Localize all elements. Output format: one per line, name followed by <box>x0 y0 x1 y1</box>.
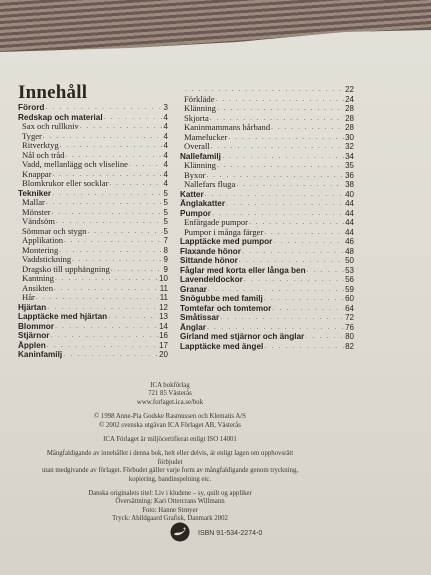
toc-entry-page: 8 <box>163 245 168 255</box>
toc-entry-title: Pumpor <box>180 208 211 218</box>
isbn: ISBN 91-534-2274-0 <box>198 530 263 537</box>
toc-entry-title: Overall <box>184 141 210 151</box>
toc-entry-page: 5 <box>163 207 168 217</box>
toc-leader-dots <box>249 218 344 228</box>
toc-entry-page: 34 <box>345 151 354 161</box>
toc-leader-dots <box>55 322 158 332</box>
toc-leader-dots <box>211 142 344 152</box>
toc-leader-dots <box>264 342 344 352</box>
rights-text: Mångfaldigande av innehållet i denna bok, helt eller delvis, är enligt lagen om upphovsrätt förbjudet <box>46 450 294 466</box>
toc-leader-dots <box>307 266 345 276</box>
toc-entry-title: Änglakatter <box>180 199 226 208</box>
toc-entry-page: 5 <box>163 188 168 198</box>
toc-entry-title: Tomtefar och tomtemor <box>180 303 272 313</box>
toc-entry-page: 36 <box>345 170 354 180</box>
toc-entry-page: 12 <box>159 302 168 312</box>
toc-leader-dots <box>272 304 344 314</box>
toc-leader-dots <box>36 293 159 303</box>
toc-entry-title: Tekniker <box>18 188 52 198</box>
toc-entry-page: 56 <box>345 275 354 284</box>
toc-entry-page: 60 <box>345 294 354 303</box>
toc-entry-title: Blommor <box>18 321 54 331</box>
toc-entry-title: Nål och tråd <box>22 149 65 160</box>
toc-entry-page: 44 <box>345 218 354 227</box>
toc-entry-page: 38 <box>345 180 354 189</box>
toc-entry-title: Änglar <box>180 322 206 332</box>
toc-entry <box>180 256 354 266</box>
toc-leader-dots <box>273 237 344 247</box>
toc-leader-dots <box>244 275 344 285</box>
translation-credit: Översättning: Kari Ottercrans Willmann <box>115 498 225 506</box>
toc-entry-title: Förkläde <box>184 93 215 104</box>
rights-text: kopiering, bandinspelning etc. <box>128 475 212 483</box>
toc-entry-page: 28 <box>345 123 354 132</box>
toc-entry-title: Vadd, mellanlägg och vliseline <box>22 159 128 169</box>
toc-leader-dots <box>220 313 344 323</box>
toc-leader-dots <box>207 323 344 333</box>
toc-leader-dots <box>63 350 158 360</box>
toc-entry-title: Enfärgade pumpor <box>184 217 249 227</box>
toc-entry-title: Lavendeldockor <box>180 275 243 284</box>
toc-entry-title: Dragsko till upphängning <box>22 263 110 274</box>
toc-entry-title: Mamelucker <box>184 131 228 142</box>
toc-entry-page: 11 <box>159 293 168 302</box>
toc-entry-title: Sömmar och stygn <box>22 225 87 236</box>
toc-entry-title: Kaninfamilj <box>18 350 63 359</box>
publisher-web: www.forlaget.ica.se/bok <box>136 398 204 406</box>
toc-leader-dots <box>87 227 162 237</box>
toc-entry-page: 44 <box>345 199 354 208</box>
toc-leader-dots <box>129 160 163 170</box>
toc-entry-page: 4 <box>163 131 168 141</box>
toc-entry-page: 4 <box>163 141 168 150</box>
toc-leader-dots <box>228 133 344 143</box>
toc-leader-dots <box>43 132 163 142</box>
toc-leader-dots <box>264 294 344 304</box>
toc-entry-page: 80 <box>345 332 354 341</box>
toc-entry-page: 4 <box>163 150 168 160</box>
toc-leader-dots <box>104 113 163 123</box>
toc-entry-title: Flaxande hönor <box>180 246 241 256</box>
toc-entry-page: 82 <box>345 341 354 351</box>
toc-entry-page: 11 <box>159 283 168 293</box>
toc-leader-dots <box>216 95 345 105</box>
toc-entry-page: 5 <box>163 226 168 236</box>
toc-entry-page: 59 <box>345 284 354 294</box>
toc-entry-page: 28 <box>345 104 354 113</box>
toc-entry <box>180 228 354 238</box>
toc-entry-title: Knappar <box>22 168 52 179</box>
toc-entry <box>18 303 168 313</box>
nordic-swan-ecolabel-icon <box>170 522 190 542</box>
toc-entry-title: Klänning <box>184 160 216 170</box>
toc-entry-page: 44 <box>345 208 354 218</box>
toc-entry-page: 44 <box>345 227 354 237</box>
toc-entry-page: 76 <box>345 322 354 332</box>
toc-leader-dots <box>111 265 163 275</box>
toc-leader-dots <box>264 228 344 238</box>
toc-entry <box>180 180 354 190</box>
toc-leader-dots <box>236 180 344 190</box>
toc-leader-dots <box>47 341 158 351</box>
toc-entry-page: 46 <box>345 237 354 246</box>
toc-leader-dots <box>242 247 344 257</box>
toc-entry-page: 4 <box>163 169 168 179</box>
toc-entry <box>18 179 168 189</box>
toc-entry <box>180 199 354 209</box>
toc-leader-dots <box>208 285 344 295</box>
toc-entry-page: 24 <box>345 94 354 104</box>
toc-entry-title: Pumpor i många färger <box>184 226 264 237</box>
toc-entry <box>180 247 354 257</box>
photo-credit: Foto: Hanne Strøyer <box>142 506 198 514</box>
toc-leader-dots <box>226 199 344 209</box>
toc-entry-title: Klänning <box>184 103 216 113</box>
toc-entry-title: Fåglar med korta eller långa ben <box>180 265 306 275</box>
toc-leader-dots <box>239 256 344 266</box>
toc-entry <box>180 237 354 247</box>
toc-entry-page: 13 <box>159 312 168 321</box>
toc-entry-title: Äpplen <box>18 340 46 350</box>
toc-entry-title: Ansikten <box>22 282 54 293</box>
toc-entry-title: Småtissar <box>180 313 220 322</box>
toc-entry-title: Blomkrukor eller socklar <box>22 178 109 188</box>
print-credit: Tryck: Abildgaard Grafisk, Danmark 2002 <box>112 515 228 523</box>
toc-entry-title: Ritverktyg <box>22 140 59 150</box>
toc-entry-page: 4 <box>163 179 168 188</box>
toc-leader-dots <box>271 123 344 133</box>
toc-entry <box>180 275 354 285</box>
toc-leader-dots <box>46 198 163 208</box>
toc-entry-page: 9 <box>163 255 168 264</box>
toc-entry <box>18 331 168 341</box>
toc-leader-dots <box>109 179 162 189</box>
toc-entry-title: Hår <box>22 292 35 302</box>
toc-entry <box>180 190 354 200</box>
toc-leader-dots <box>205 190 344 200</box>
toc-leader-dots <box>60 141 163 151</box>
toc-entry-page: 48 <box>345 246 354 256</box>
toc-entry-page: 16 <box>159 331 168 340</box>
toc-entry <box>180 266 354 276</box>
toc-entry <box>180 313 354 323</box>
toc-leader-dots <box>47 303 158 313</box>
toc-entry <box>18 341 168 351</box>
toc-entry-title: Vaddstickning <box>22 254 72 264</box>
toc-entry-page: 9 <box>163 264 168 274</box>
toc-entry-title: Katter <box>180 189 204 199</box>
toc-entry <box>18 293 168 303</box>
toc-entry-page: 32 <box>345 142 354 151</box>
toc-leader-dots <box>217 161 344 171</box>
toc-entry-page: 4 <box>163 160 168 169</box>
toc-entry-title: Nallefars fluga <box>184 179 236 189</box>
toc-entry-title: Skjorta <box>184 112 209 123</box>
toc-entry-page: 5 <box>163 198 168 207</box>
toc-leader-dots <box>305 332 344 342</box>
toc-entry-page: 22 <box>345 85 354 94</box>
toc-entry <box>180 142 354 152</box>
toc-entry-page: 3 <box>163 103 168 112</box>
toc-entry-title: Lapptäcke med ängel <box>180 341 264 351</box>
toc-entry-page: 5 <box>163 217 168 226</box>
toc-entry-page: 4 <box>163 122 168 131</box>
toc-leader-dots <box>64 236 162 246</box>
toc-entry <box>180 342 354 352</box>
toc-entry <box>180 323 354 333</box>
toc-entry <box>18 284 168 294</box>
toc-entry-page: 20 <box>159 350 168 359</box>
toc-leader-dots <box>55 274 158 284</box>
toc-entry-page: 53 <box>345 265 354 275</box>
toc-entry <box>18 322 168 332</box>
original-title: Danska originalets titel: Liv i kludene – sy, quilt og appliker <box>88 490 252 498</box>
toc-leader-dots <box>50 331 158 341</box>
toc-leader-dots <box>52 189 162 199</box>
imprint-block <box>40 382 300 524</box>
toc-entry-page: 28 <box>345 113 354 123</box>
toc-entry <box>180 161 354 171</box>
toc-leader-dots <box>59 246 162 256</box>
toc-entry-title: Mallar <box>22 197 45 207</box>
copyright-line: © 1998 Anne-Pia Godske Rasmussen och Klematis A/S <box>94 413 246 421</box>
toc-entry-page: 10 <box>159 274 168 283</box>
toc-entry-title: Snögubbe med familj <box>180 294 263 303</box>
toc-left-column <box>18 103 168 360</box>
toc-entry-page: 17 <box>159 340 168 350</box>
page-title: Innehåll <box>18 82 88 103</box>
toc-entry-page: 4 <box>163 112 168 122</box>
toc-entry-page: 50 <box>345 256 354 265</box>
iso-note: ICA Förlaget är miljöcertifierat enligt ISO 14001 <box>103 436 237 444</box>
toc-entry-title: Mönster <box>22 206 51 217</box>
toc-entry-page: 7 <box>163 236 168 245</box>
toc-leader-dots <box>80 122 163 132</box>
toc-entry-title: Vändsöm <box>22 216 55 226</box>
toc-entry <box>180 285 354 295</box>
toc-leader-dots <box>45 103 162 113</box>
toc-entry-page: 35 <box>345 161 354 170</box>
toc-entry <box>18 312 168 322</box>
toc-entry-title: Sittande hönor <box>180 256 238 265</box>
toc-entry-title: Sax och rullkniv <box>22 121 79 131</box>
toc-entry-title: Lapptäcke med pumpor <box>180 237 273 246</box>
toc-entry-title: Kantning <box>22 273 54 283</box>
toc-entry-title: Stjärnor <box>18 331 50 340</box>
toc-leader-dots <box>108 312 158 322</box>
toc-entry <box>18 103 168 113</box>
toc-leader-dots <box>222 152 344 162</box>
toc-entry-title: Applikation <box>22 235 64 245</box>
toc-entry-page: 64 <box>345 303 354 313</box>
toc-entry-title: Hjärtan <box>18 302 47 312</box>
rights-text: utan medgivande av förlaget. Förbudet gäller varje form av mångfaldigande genom tryckning, <box>41 467 299 475</box>
toc-entry-title: Redskap och material <box>18 112 103 122</box>
toc-leader-dots <box>217 104 344 114</box>
toc-entry-title: Montering <box>22 244 59 255</box>
toc-entry <box>180 294 354 304</box>
toc-entry-title: Girland med stjärnor och änglar <box>180 332 305 341</box>
toc-right-column <box>180 85 354 351</box>
toc-entry-page: 14 <box>159 321 168 331</box>
toc-entry-title: Tyger <box>22 130 42 141</box>
toc-entry-page: 40 <box>345 189 354 199</box>
toc-entry-page: 30 <box>345 132 354 142</box>
publisher-address: 721 85 Västerås <box>148 390 192 398</box>
toc-entry-title: Förord <box>18 103 45 112</box>
toc-leader-dots <box>52 208 163 218</box>
toc-leader-dots <box>54 284 159 294</box>
copyright-line: © 2002 svenska utgåvan ICA Förlaget AB, Västerås <box>99 421 241 429</box>
toc-entry <box>180 332 354 342</box>
toc-entry <box>18 350 168 360</box>
toc-entry-title: Granar <box>180 284 207 294</box>
toc-entry-title: Lapptäcke med hjärtan <box>18 312 108 321</box>
toc-entry-title: Kaninmammans hårband <box>184 122 271 132</box>
toc-entry-title: Nallefamilj <box>180 151 221 161</box>
toc-entry-title: Byxor <box>184 169 206 180</box>
toc-entry <box>180 304 354 314</box>
toc-entry-page: 72 <box>345 313 354 322</box>
publisher: ICA bokförlag <box>150 382 190 389</box>
